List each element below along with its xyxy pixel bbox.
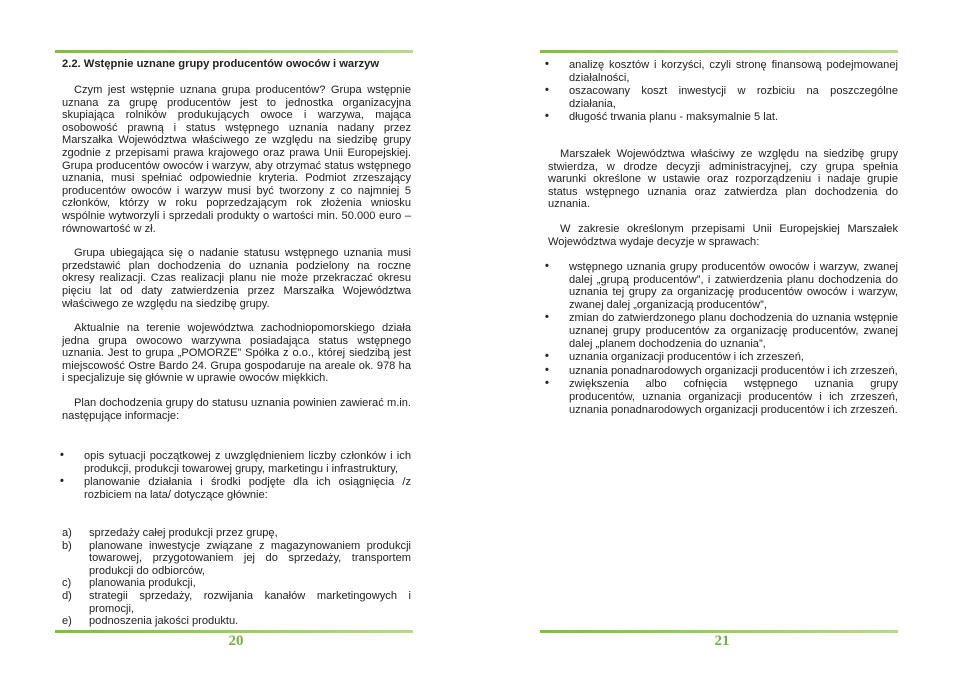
lettered-list [62, 527, 411, 628]
section-heading: 2.2. Wstępnie uznane grupy producentów owoców i warzyw [62, 58, 380, 70]
bullet-icon: • [545, 363, 549, 376]
page-number: 21 [714, 633, 730, 649]
list-item: • planowanie działania i środki podjęte dla ich osiągnięcia /z rozbiciem na lata/ dotyczące głównie: [60, 475, 411, 501]
top-rule [540, 50, 898, 53]
bullet-icon: • [60, 475, 64, 488]
bullet-icon: • [545, 350, 549, 363]
list-item: • długość trwania planu - maksymalnie 5 lat. [545, 110, 779, 124]
right-body [548, 148, 898, 260]
paragraph: Aktualnie na terenie województwa zachodniopomorskiego działa jedna grupa owocowo warzywna posiadająca status wstępnego uznania. Jest to grupa „POMORZE” Spółka z o.o., której siedzibą jest miejscowość Ostre Bardo 24. Grupa gospodaruje na areale ok. 978 ha i specjalizuje się głównie w uprawie owoców miękkich. [62, 322, 411, 385]
bullet-icon: • [545, 311, 549, 324]
list-item: • opis sytuacji początkowej z uwzględnieniem liczby członków i ich produkcji, produkcji towarowej grupy, marketingu i infrastruktury, [60, 449, 411, 475]
list-item: • analizę kosztów i korzyści, czyli stronę finansową podejmowanej działalności, [545, 58, 898, 84]
list-item: a) sprzedaży całej produkcji przez grupę, [62, 527, 278, 539]
paragraph: W zakresie określonym przepisami Unii Europejskiej Marszałek Województwa wydaje decyzje w sprawach: [548, 222, 898, 248]
paragraph: Czym jest wstępnie uznana grupa producentów? Grupa wstępnie uznana za grupę producentów jest to jednostka organizacyjna skupiająca rolników produkujących owoce i warzywa, mająca osobowość prawną i status wstępnego uznania nadany przez Marszałka Województwa właściwego ze względu na siedzibę grupy zgodnie z przepisami prawa krajowego oraz prawa Unii Europejskiej. Grupa producentów owoców i warzyw, aby otrzymać status wstępnego uznania, musi spełniać odpowiednie kryteria. Podmiot zrzeszający producentów owoców i warzyw musi być tworzony z co najmniej 5 członków, którzy w roku poprzedzającym rok złożenia wniosku wspólnie wytworzyli i sprzedali produkty o wartości min. 50.000 euro – równowartość w zł. [62, 84, 411, 235]
list-item: • zmian do zatwierdzonego planu dochodzenia do uznania wstępnie uznanej grupy producentów za organizację producentów, zwanej dalej „planem dochodzenia do uznania”, [545, 311, 898, 350]
bullet-icon: • [545, 377, 549, 390]
bullet-icon: • [545, 84, 549, 97]
paragraph: Grupa ubiegająca się o nadanie statusu wstępnego uznania musi przedstawić plan dochodzenia do uznania podzielony na roczne okresy realizacji. Czas realizacji planu nie może przekraczać okresu pięciu lat od daty zatwierdzenia przez Marszałka Województwa właściwego ze względu na siedzibę grupy. [62, 247, 411, 310]
paragraph: Plan dochodzenia grupy do statusu uznania powinien zawierać m.in. następujące informacje: [62, 397, 411, 422]
list-item: • uznania organizacji producentów i ich zrzeszeń, [545, 350, 804, 364]
bullet-icon: • [545, 110, 549, 123]
left-body [62, 84, 411, 434]
list-item: b) planowane inwestycje związane z magazynowaniem produkcji towarowej, przygotowaniem jej do sprzedaży, transportem produkcji do odbiorców, [62, 539, 411, 577]
bullet-icon: • [60, 449, 64, 461]
list-item: • oszacowany koszt inwestycji w rozbiciu na poszczególne działania, [545, 84, 898, 110]
top-rule [55, 50, 413, 53]
bullet-icon: • [545, 260, 549, 272]
list-item: e) podnoszenia jakości produktu. [62, 615, 239, 628]
left-bullet-list [58, 450, 411, 502]
right-top-bullet-list [543, 59, 898, 125]
list-item: c) planowania produkcji, [62, 577, 196, 590]
bullet-icon: • [545, 58, 549, 70]
page-number: 20 [228, 633, 244, 649]
paragraph: Marszałek Województwa właściwy ze względu na siedzibę grupy stwierdza, w drodze decyzji administracyjnej, czy grupa spełnia warunki określone w ustawie oraz rozporządzeniu i nadaje grupie status wstępnego uznania oraz zatwierdza plan dochodzenia do uznania. [548, 148, 898, 211]
list-item: • wstępnego uznania grupy producentów owoców i warzyw, zwanej dalej „grupą producentów”, i zatwierdzenia planu dochodzenia do uznania tej grupy za organizację producentów owoców i warzyw, zwanej dalej „organizacją producentów”, [545, 260, 898, 311]
right-page [480, 0, 960, 681]
list-item: • zwiększenia albo cofnięcia wstępnego uznania grupy producentów, uznania organizacji producentów i ich zrzeszeń, uznania ponadnarodowych organizacji producentów i ich zrzeszeń. [545, 377, 898, 416]
list-item: • uznania ponadnarodowych organizacji producentów i ich zrzeszeń, [545, 363, 898, 377]
list-item: d) strategii sprzedaży, rozwijania kanałów marketingowych i promocji, [62, 589, 411, 615]
right-bottom-bullet-list [543, 261, 898, 417]
